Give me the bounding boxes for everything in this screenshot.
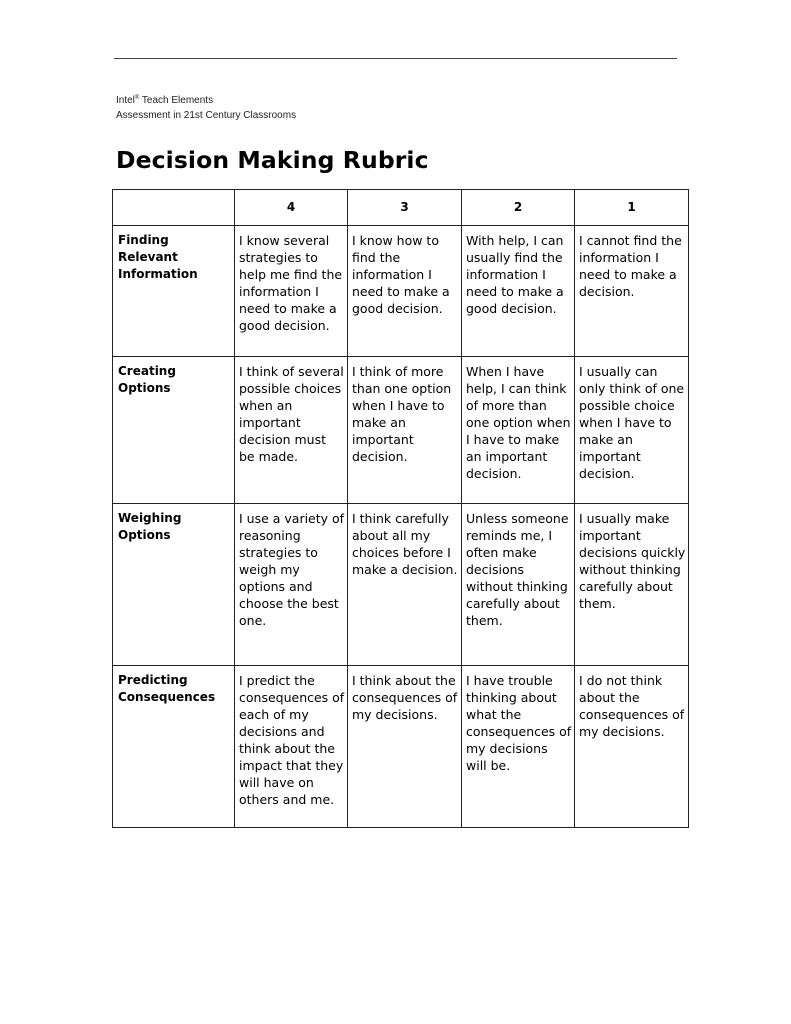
descriptor-cell: I use a variety of reasoning strategies to weigh my options and choose the best one. [235, 504, 348, 666]
descriptor-cell: I cannot find the information I need to make a decision. [575, 226, 689, 357]
header-line-course: Assessment in 21st Century Classrooms [116, 110, 297, 121]
descriptor-cell: Unless someone reminds me, I often make decisions without thinking carefully about them. [462, 504, 575, 666]
brand-name: Intel [116, 95, 135, 106]
descriptor-cell: I think of more than one option when I have to make an important decision. [348, 357, 462, 504]
descriptor-cell: With help, I can usually find the information I need to make a good decision. [462, 226, 575, 357]
descriptor-cell: I know several strategies to help me find the information I need to make a good decision. [235, 226, 348, 357]
table-row [113, 666, 689, 828]
criterion-cell: Creating Options [113, 357, 235, 504]
criterion-cell: Finding Relevant Information [113, 226, 235, 357]
score-header-row [113, 190, 689, 226]
page-title: Decision Making Rubric [116, 146, 429, 174]
score-header: 3 [348, 190, 462, 226]
descriptor-cell: I usually make important decisions quickly without thinking carefully about them. [575, 504, 689, 666]
criterion-cell: Weighing Options [113, 504, 235, 666]
descriptor-cell: When I have help, I can think of more than one option when I have to make an important decision. [462, 357, 575, 504]
descriptor-cell: I think about the consequences of my decisions. [348, 666, 462, 828]
descriptor-cell: I do not think about the consequences of my decisions. [575, 666, 689, 828]
descriptor-cell: I usually can only think of one possible choice when I have to make an important decision. [575, 357, 689, 504]
table-row [113, 357, 689, 504]
descriptor-cell: I have trouble thinking about what the consequences of my decisions will be. [462, 666, 575, 828]
score-header: 4 [235, 190, 348, 226]
score-header: 1 [575, 190, 689, 226]
brand-product: Teach Elements [139, 95, 214, 106]
table-row [113, 226, 689, 357]
descriptor-cell: I know how to find the information I need to make a good decision. [348, 226, 462, 357]
top-rule [114, 58, 677, 59]
corner-cell [113, 190, 235, 226]
criterion-cell: Predicting Consequences [113, 666, 235, 828]
table-row [113, 504, 689, 666]
descriptor-cell: I think carefully about all my choices before I make a decision. [348, 504, 462, 666]
descriptor-cell: I think of several possible choices when an important decision must be made. [235, 357, 348, 504]
registered-mark: ® [134, 95, 140, 101]
score-header: 2 [462, 190, 575, 226]
rubric-table [112, 189, 689, 828]
document-header [116, 91, 296, 123]
header-line-brand [116, 91, 296, 108]
descriptor-cell: I predict the consequences of each of my decisions and think about the impact that they will have on others and me. [235, 666, 348, 828]
